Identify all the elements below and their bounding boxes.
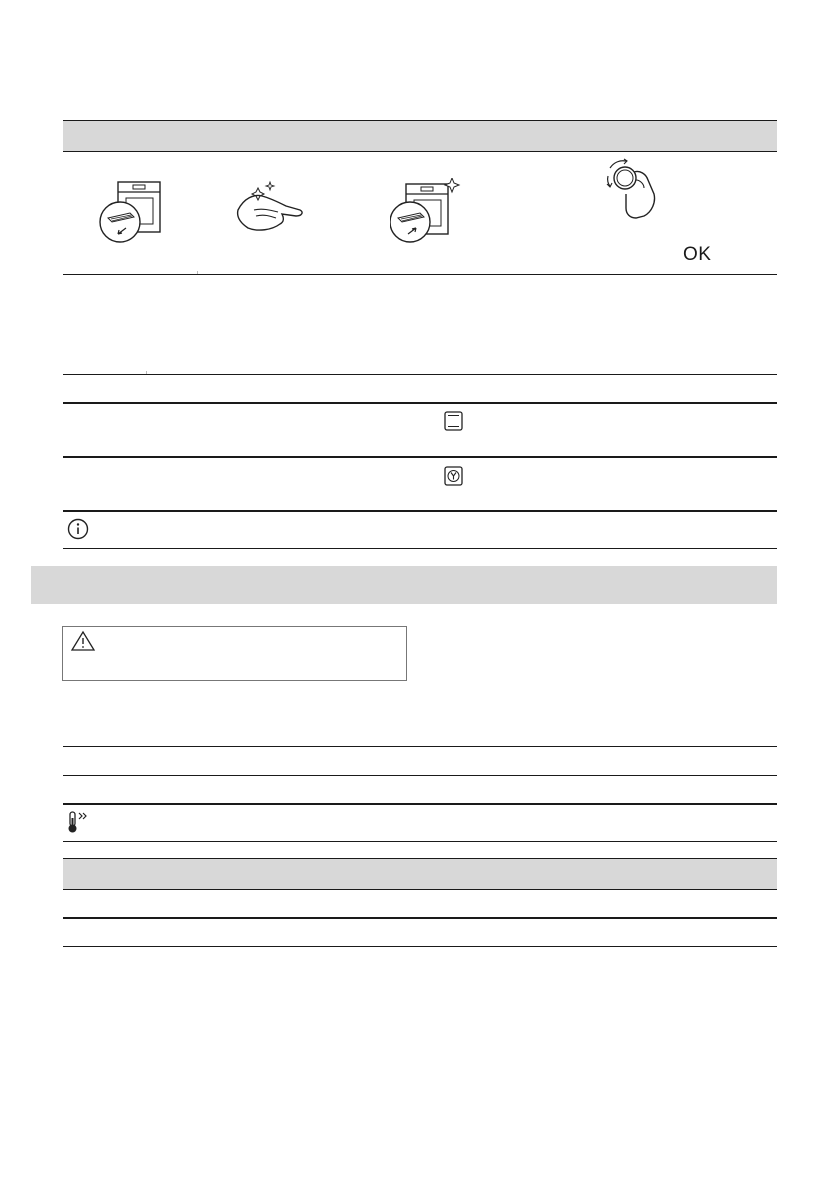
- ok-label: OK: [683, 244, 712, 265]
- section-heading-bar: [31, 566, 777, 604]
- column-divider: [197, 271, 198, 274]
- hand-cleaning-icon: [234, 180, 306, 236]
- table-rule: [63, 946, 777, 947]
- table-rule: [63, 456, 777, 458]
- table-rule: [63, 402, 777, 404]
- oven-function-square-icon: [444, 411, 464, 431]
- table-rule: [63, 775, 777, 776]
- table-rule: [63, 548, 777, 549]
- oven-rack-insert-icon: [390, 178, 462, 244]
- table-rule: [63, 120, 777, 121]
- table-rule: [63, 274, 777, 275]
- warning-triangle-icon: [70, 630, 96, 652]
- table-rule: [63, 841, 777, 842]
- column-divider: [146, 371, 147, 374]
- table-rule: [63, 889, 777, 890]
- table-rule: [63, 510, 777, 512]
- table-rule: [63, 746, 777, 747]
- table-rule: [63, 803, 777, 805]
- thermometer-fast-icon: [66, 810, 92, 834]
- rotary-knob-hand-icon: [600, 158, 660, 220]
- oven-rack-remove-icon: [98, 178, 168, 244]
- table-rule: [63, 374, 777, 375]
- warning-box: [62, 626, 407, 681]
- table-header-bar: [63, 120, 777, 151]
- table-rule: [63, 917, 777, 919]
- info-icon: [67, 518, 89, 540]
- table-rule: [63, 858, 777, 859]
- table-rule: [63, 151, 777, 152]
- table-header-bar: [63, 858, 777, 889]
- fan-function-icon: [444, 466, 464, 486]
